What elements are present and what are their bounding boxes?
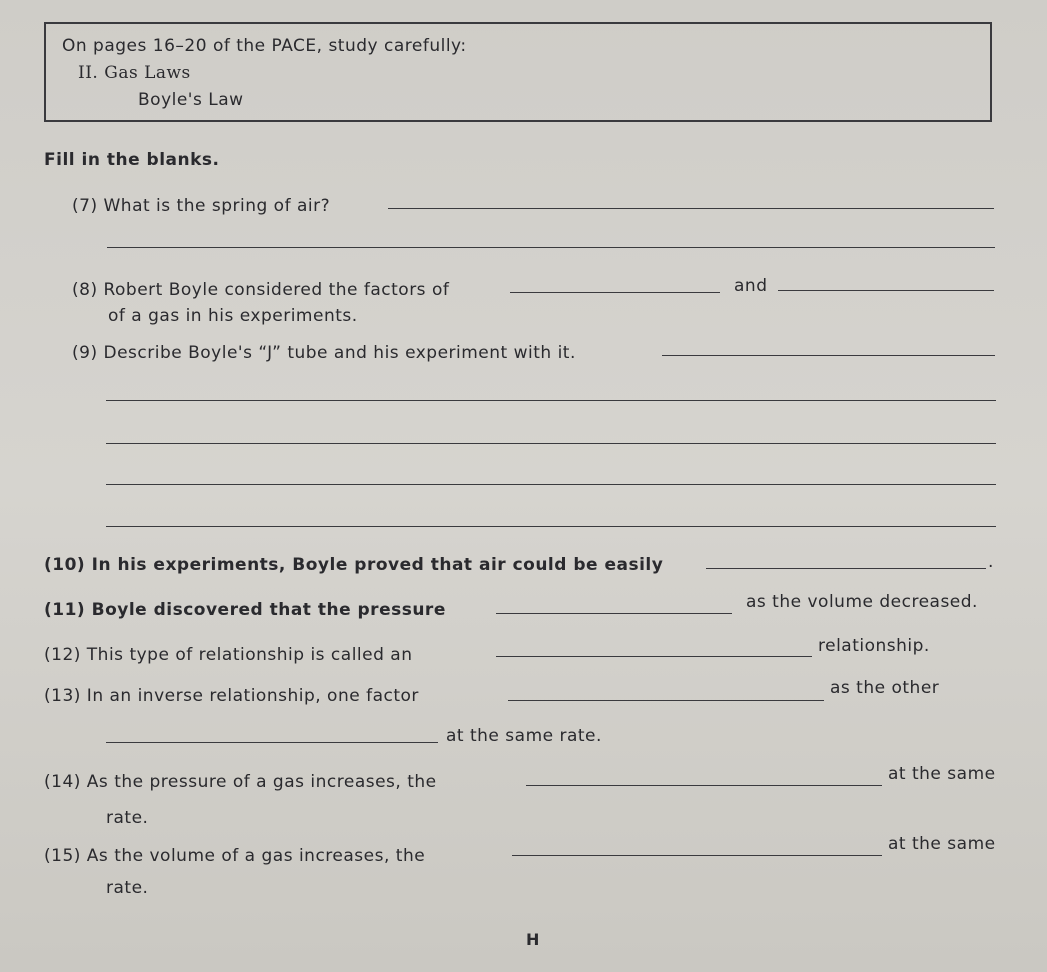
question-11: (11) Boyle discovered that the pressure [44,600,446,620]
blank-14[interactable] [526,785,882,786]
topic-title: Boyle's Law [138,90,244,110]
blank-15[interactable] [512,855,882,856]
blank-9a[interactable] [662,355,995,356]
question-8: (8) Robert Boyle considered the factors of [72,280,450,300]
question-15-cont: rate. [106,878,149,898]
blank-9b[interactable] [106,400,996,401]
question-14-end: at the same [888,764,996,784]
question-12-end: relationship. [818,636,930,656]
blank-7a[interactable] [388,208,994,209]
blank-8b[interactable] [778,290,994,291]
question-9: (9) Describe Boyle's “J” tube and his experiment with it. [72,343,576,363]
question-13: (13) In an inverse relationship, one factor [44,686,419,706]
blank-10[interactable] [706,568,986,569]
question-8-end: of a gas in his experiments. [108,306,358,326]
question-15-end: at the same [888,834,996,854]
blank-9c[interactable] [106,443,996,444]
question-14-cont: rate. [106,808,149,828]
blank-8a[interactable] [510,292,720,293]
blank-11[interactable] [496,613,732,614]
study-line: On pages 16–20 of the PACE, study carefully: [62,36,467,56]
question-10: (10) In his experiments, Boyle proved that air could be easily [44,555,664,575]
section-title: II. Gas Laws [78,63,191,83]
blank-12[interactable] [496,656,812,657]
question-13-cont: at the same rate. [446,726,602,746]
page-letter: H [526,930,540,949]
blank-7b[interactable] [107,247,995,248]
question-10-end: . [988,552,994,572]
blank-9d[interactable] [106,484,996,485]
blank-13b[interactable] [106,742,438,743]
instructions: Fill in the blanks. [44,150,220,170]
question-12: (12) This type of relationship is called an [44,645,413,665]
question-15: (15) As the volume of a gas increases, the [44,846,426,866]
question-7: (7) What is the spring of air? [72,196,331,216]
blank-9e[interactable] [106,526,996,527]
question-13-end: as the other [830,678,940,698]
question-11-end: as the volume decreased. [746,592,978,612]
question-14: (14) As the pressure of a gas increases, the [44,772,437,792]
blank-13a[interactable] [508,700,824,701]
question-8-mid: and [734,276,768,296]
